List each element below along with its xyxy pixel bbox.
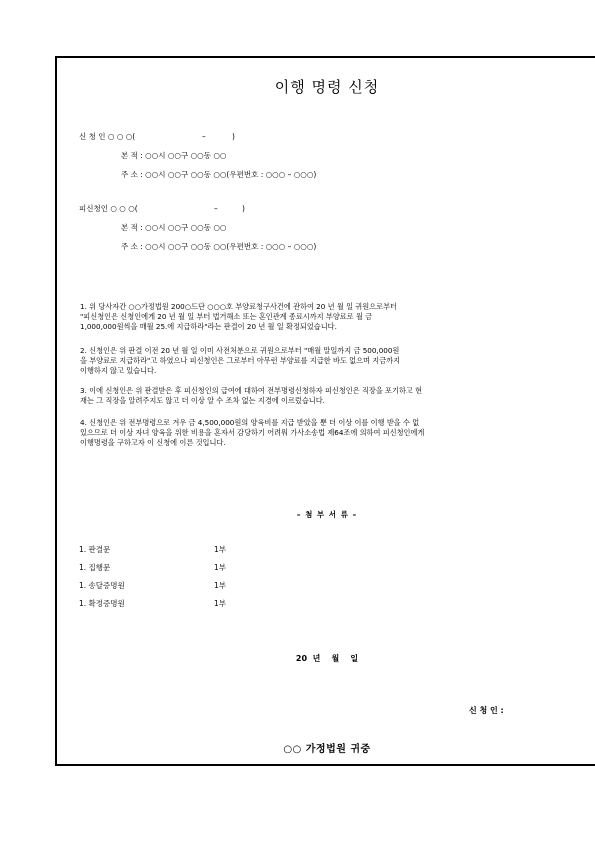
attachment-count: 1부 <box>214 545 227 554</box>
paragraph-4 <box>80 418 595 447</box>
document-title: 이행 명령 신청 <box>274 78 380 96</box>
court-addressee: ○○ 가정법원 귀중 <box>283 744 371 755</box>
paragraph-line: 1,000,000원씩을 매월 25.에 지급하라"라는 판결이 20 년 월 일 확정되었습니다. <box>80 321 337 331</box>
respondent-id-close: ) <box>242 204 245 213</box>
paragraph-3 <box>80 386 595 406</box>
applicant-address: 주 소 : ○○시 ○○구 ○○동 ○○(우편번호 : ○○○ – ○○○) <box>121 170 317 179</box>
applicant-label: 신 청 인 ○ ○ ○( <box>79 132 136 141</box>
paragraph-line: 을 부양료로 지급하라"고 하였으나 피신청인은 그로부터 아무런 부양료를 지급한 바도 없으며 지금까지 <box>80 355 401 365</box>
document-frame <box>55 56 595 766</box>
paragraph-line: 3. 이에 신청인은 위 판결받은 후 피신청인의 급여에 대하여 전부명령신청하자 피신청인은 직장을 포기하고 현 <box>80 386 423 395</box>
attachments-heading: – 첨 부 서 류 – <box>296 510 358 519</box>
signature-label: 신 청 인 : <box>469 706 504 715</box>
attachment-count: 1부 <box>214 563 227 572</box>
applicant-id-dash: – <box>202 132 206 141</box>
date-line: 20 년 월 일 <box>295 654 359 663</box>
paragraph-line: 2. 신청인은 위 판결 이전 20 년 월 일 이미 사전처분으로 귀원으로부터 "매월 말일까지 금 500,000원 <box>80 346 400 355</box>
paragraph-line: 4. 신청인은 위 전부명령으로 겨우 금 4,500,000원의 양육비를 지급 받았을 뿐 더 이상 이를 이행 받을 수 없 <box>80 418 420 427</box>
attachment-name: 1. 송달증명원 <box>79 581 125 590</box>
respondent-id-dash: – <box>214 204 218 213</box>
attachment-name: 1. 확정증명원 <box>79 599 125 608</box>
paragraph-2 <box>80 346 595 375</box>
attachment-count: 1부 <box>214 581 227 590</box>
attachment-name: 1. 판결문 <box>79 545 111 554</box>
paragraph-line: 재는 그 직장을 알려주지도 않고 더 이상 알 수 조차 없는 지경에 이르렀습니다. <box>80 395 325 405</box>
paragraph-line: 1. 위 당사자간 ○○가정법원 200○드단 ○○○호 부양료청구사건에 관하여 20 년 월 일 귀원으로부터 <box>80 302 397 311</box>
attachment-count: 1부 <box>214 599 227 608</box>
applicant-domicile: 본 적 : ○○시 ○○구 ○○동 ○○ <box>121 151 227 160</box>
respondent-address: 주 소 : ○○시 ○○구 ○○동 ○○(우편번호 : ○○○ – ○○○) <box>121 242 317 251</box>
paragraph-line: 있으므로 더 이상 자녀 양육을 위한 비용을 혼자서 감당하기 어려워 가사소송법 제64조에 의하여 피신청인에게 <box>80 427 425 437</box>
paragraph-line: "피신청인은 신청인에게 20 년 월 일 부터 법거해소 또는 혼인관계 종료시까지 부양료로 월 금 <box>80 311 373 321</box>
respondent-label: 피신청인 ○ ○ ○( <box>79 204 138 213</box>
attachment-name: 1. 집행문 <box>79 563 111 572</box>
paragraph-line: 이행하지 않고 있습니다. <box>80 365 157 375</box>
paragraph-line: 이행명령을 구하고자 이 신청에 이른 것입니다. <box>80 437 226 447</box>
applicant-id-close: ) <box>232 132 235 141</box>
respondent-domicile: 본 적 : ○○시 ○○구 ○○동 ○○ <box>121 223 227 232</box>
paragraph-1 <box>80 302 595 331</box>
